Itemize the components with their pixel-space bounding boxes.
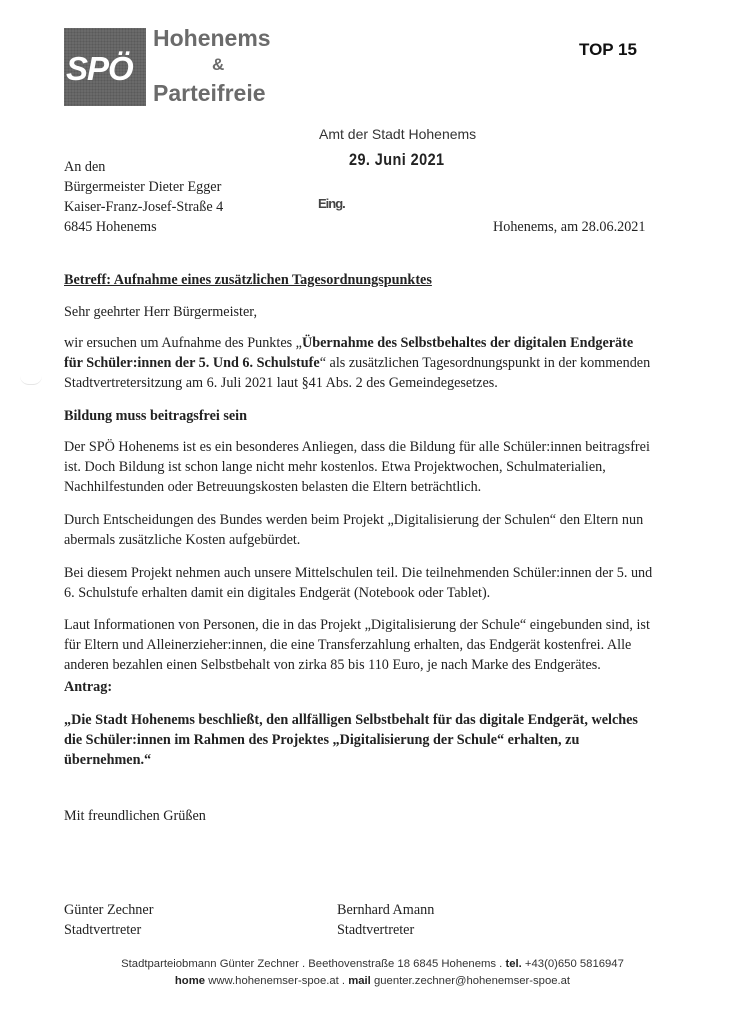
subject-line: Betreff: Aufnahme eines zusätzlichen Tagesordnungspunktes (64, 272, 432, 288)
footer-home-label: home (174, 975, 206, 987)
paragraph-line: Laut Informationen von Personen, die in das Projekt „Digitalisierung der Schule“ eingebunden sind, ist (64, 617, 650, 633)
paragraph-line: 6. Schulstufe erhalten damit ein digitales Endgerät (Notebook oder Tablet). (64, 585, 491, 601)
paragraph-line: Durch Entscheidungen des Bundes werden beim Projekt „Digitalisierung der Schulen“ den Eltern nun (64, 512, 644, 528)
party-logo-mark: SPÖ (66, 50, 133, 87)
address-line: 6845 Hohenems (64, 219, 157, 235)
recipient-address (64, 157, 223, 237)
salutation: Sehr geehrter Herr Bürgermeister, (64, 304, 257, 320)
paragraph-line: anderen bezahlen einen Selbstbehalt von zirka 85 bis 110 Euro, je nach Marke des Endgerätes. (64, 657, 601, 673)
section-heading: Bildung muss beitragsfrei sein (64, 408, 248, 424)
paragraph (64, 510, 684, 550)
signatory-role: Stadtvertreter (64, 922, 142, 938)
footer-contact-line (0, 958, 745, 970)
request-text-end: Stadtvertretersitzung am 6. Juli 2021 laut §41 Abs. 2 des Gemeindegesetzes. (64, 375, 498, 391)
footer-tel: +43(0)650 5816947 (524, 958, 624, 970)
footer-website-link[interactable]: www.hohenemser-spoe.at . (208, 975, 346, 987)
address-line: Kaiser-Franz-Josef-Straße 4 (64, 199, 224, 215)
paragraph-line: ist. Doch Bildung ist schon lange nicht mehr kostenlos. Etwa Projektwochen, Schulmaterialien, (64, 459, 606, 475)
paragraph-line: Der SPÖ Hohenems ist es ein besonderes Anliegen, dass die Bildung für alle Schüler:innen beitragsfrei (64, 439, 650, 455)
request-text-cont: “ als zusätzlichen Tagesordnungspunkt in der kommenden (319, 355, 651, 371)
signatory-role: Stadtvertreter (337, 922, 415, 938)
logo-line-hohenems: Hohenems (153, 25, 271, 51)
motion-text (64, 710, 704, 770)
paragraph-request (64, 333, 684, 393)
signatory-name: Günter Zechner (64, 902, 154, 918)
paragraph-line: abermals zusätzliche Kosten aufgebürdet. (64, 532, 301, 548)
address-line: An den (64, 159, 106, 175)
address-line: Bürgermeister Dieter Egger (64, 179, 222, 195)
request-item-title: Übernahme des Selbstbehaltes der digitalen Endgeräte (301, 335, 634, 351)
paragraph (64, 437, 684, 497)
paragraph-line: für Eltern und Alleinerzieher:innen, die eine Transferzahlung erhalten, das Endgerät kostenfrei. Alle (64, 637, 632, 653)
logo-ampersand: & (212, 55, 225, 74)
scan-artifact (20, 376, 42, 385)
signature-block (337, 900, 434, 940)
paragraph (64, 563, 684, 603)
footer-tel-label: tel. (505, 958, 522, 970)
footer-email-link[interactable]: guenter.zechner@hohenemser-spoe.at (373, 975, 571, 987)
footer-address: Stadtparteiobmann Günter Zechner . Beethovenstraße 18 6845 Hohenems . (121, 958, 503, 970)
closing: Mit freundlichen Grüßen (64, 808, 206, 824)
motion-line: übernehmen.“ (64, 752, 152, 768)
motion-heading: Antrag: (64, 679, 113, 695)
motion-line: die Schüler:innen im Rahmen des Projektes „Digitalisierung der Schule“ erhalten, zu (64, 732, 580, 748)
place-and-date: Hohenems, am 28.06.2021 (493, 219, 646, 235)
stamp-received: Eing. (318, 196, 345, 211)
motion-line: „Die Stadt Hohenems beschließt, den allfälligen Selbstbehalt für das digitale Endgerät, welches (64, 712, 638, 728)
signatory-name: Bernhard Amann (337, 902, 435, 918)
request-text: wir ersuchen um Aufnahme des Punktes „ (64, 335, 302, 351)
paragraph (64, 615, 704, 675)
stamp-office: Amt der Stadt Hohenems (319, 126, 477, 142)
logo-line-parteifreie: Parteifreie (153, 80, 266, 106)
agenda-item-label: TOP 15 (579, 40, 637, 59)
footer-mail-label: mail (348, 975, 371, 987)
request-item-title-cont: für Schüler:innen der 5. Und 6. Schulstufe (64, 355, 320, 371)
stamp-date: 29. Juni 2021 (349, 150, 445, 169)
signature-block (64, 900, 153, 940)
paragraph-line: Bei diesem Projekt nehmen auch unsere Mittelschulen teil. Die teilnehmenden Schüler:innen der 5. und (64, 565, 653, 581)
footer-web-line (0, 975, 745, 987)
paragraph-line: Nachhilfestunden oder Betreuungskosten belasten die Eltern beträchtlich. (64, 479, 482, 495)
